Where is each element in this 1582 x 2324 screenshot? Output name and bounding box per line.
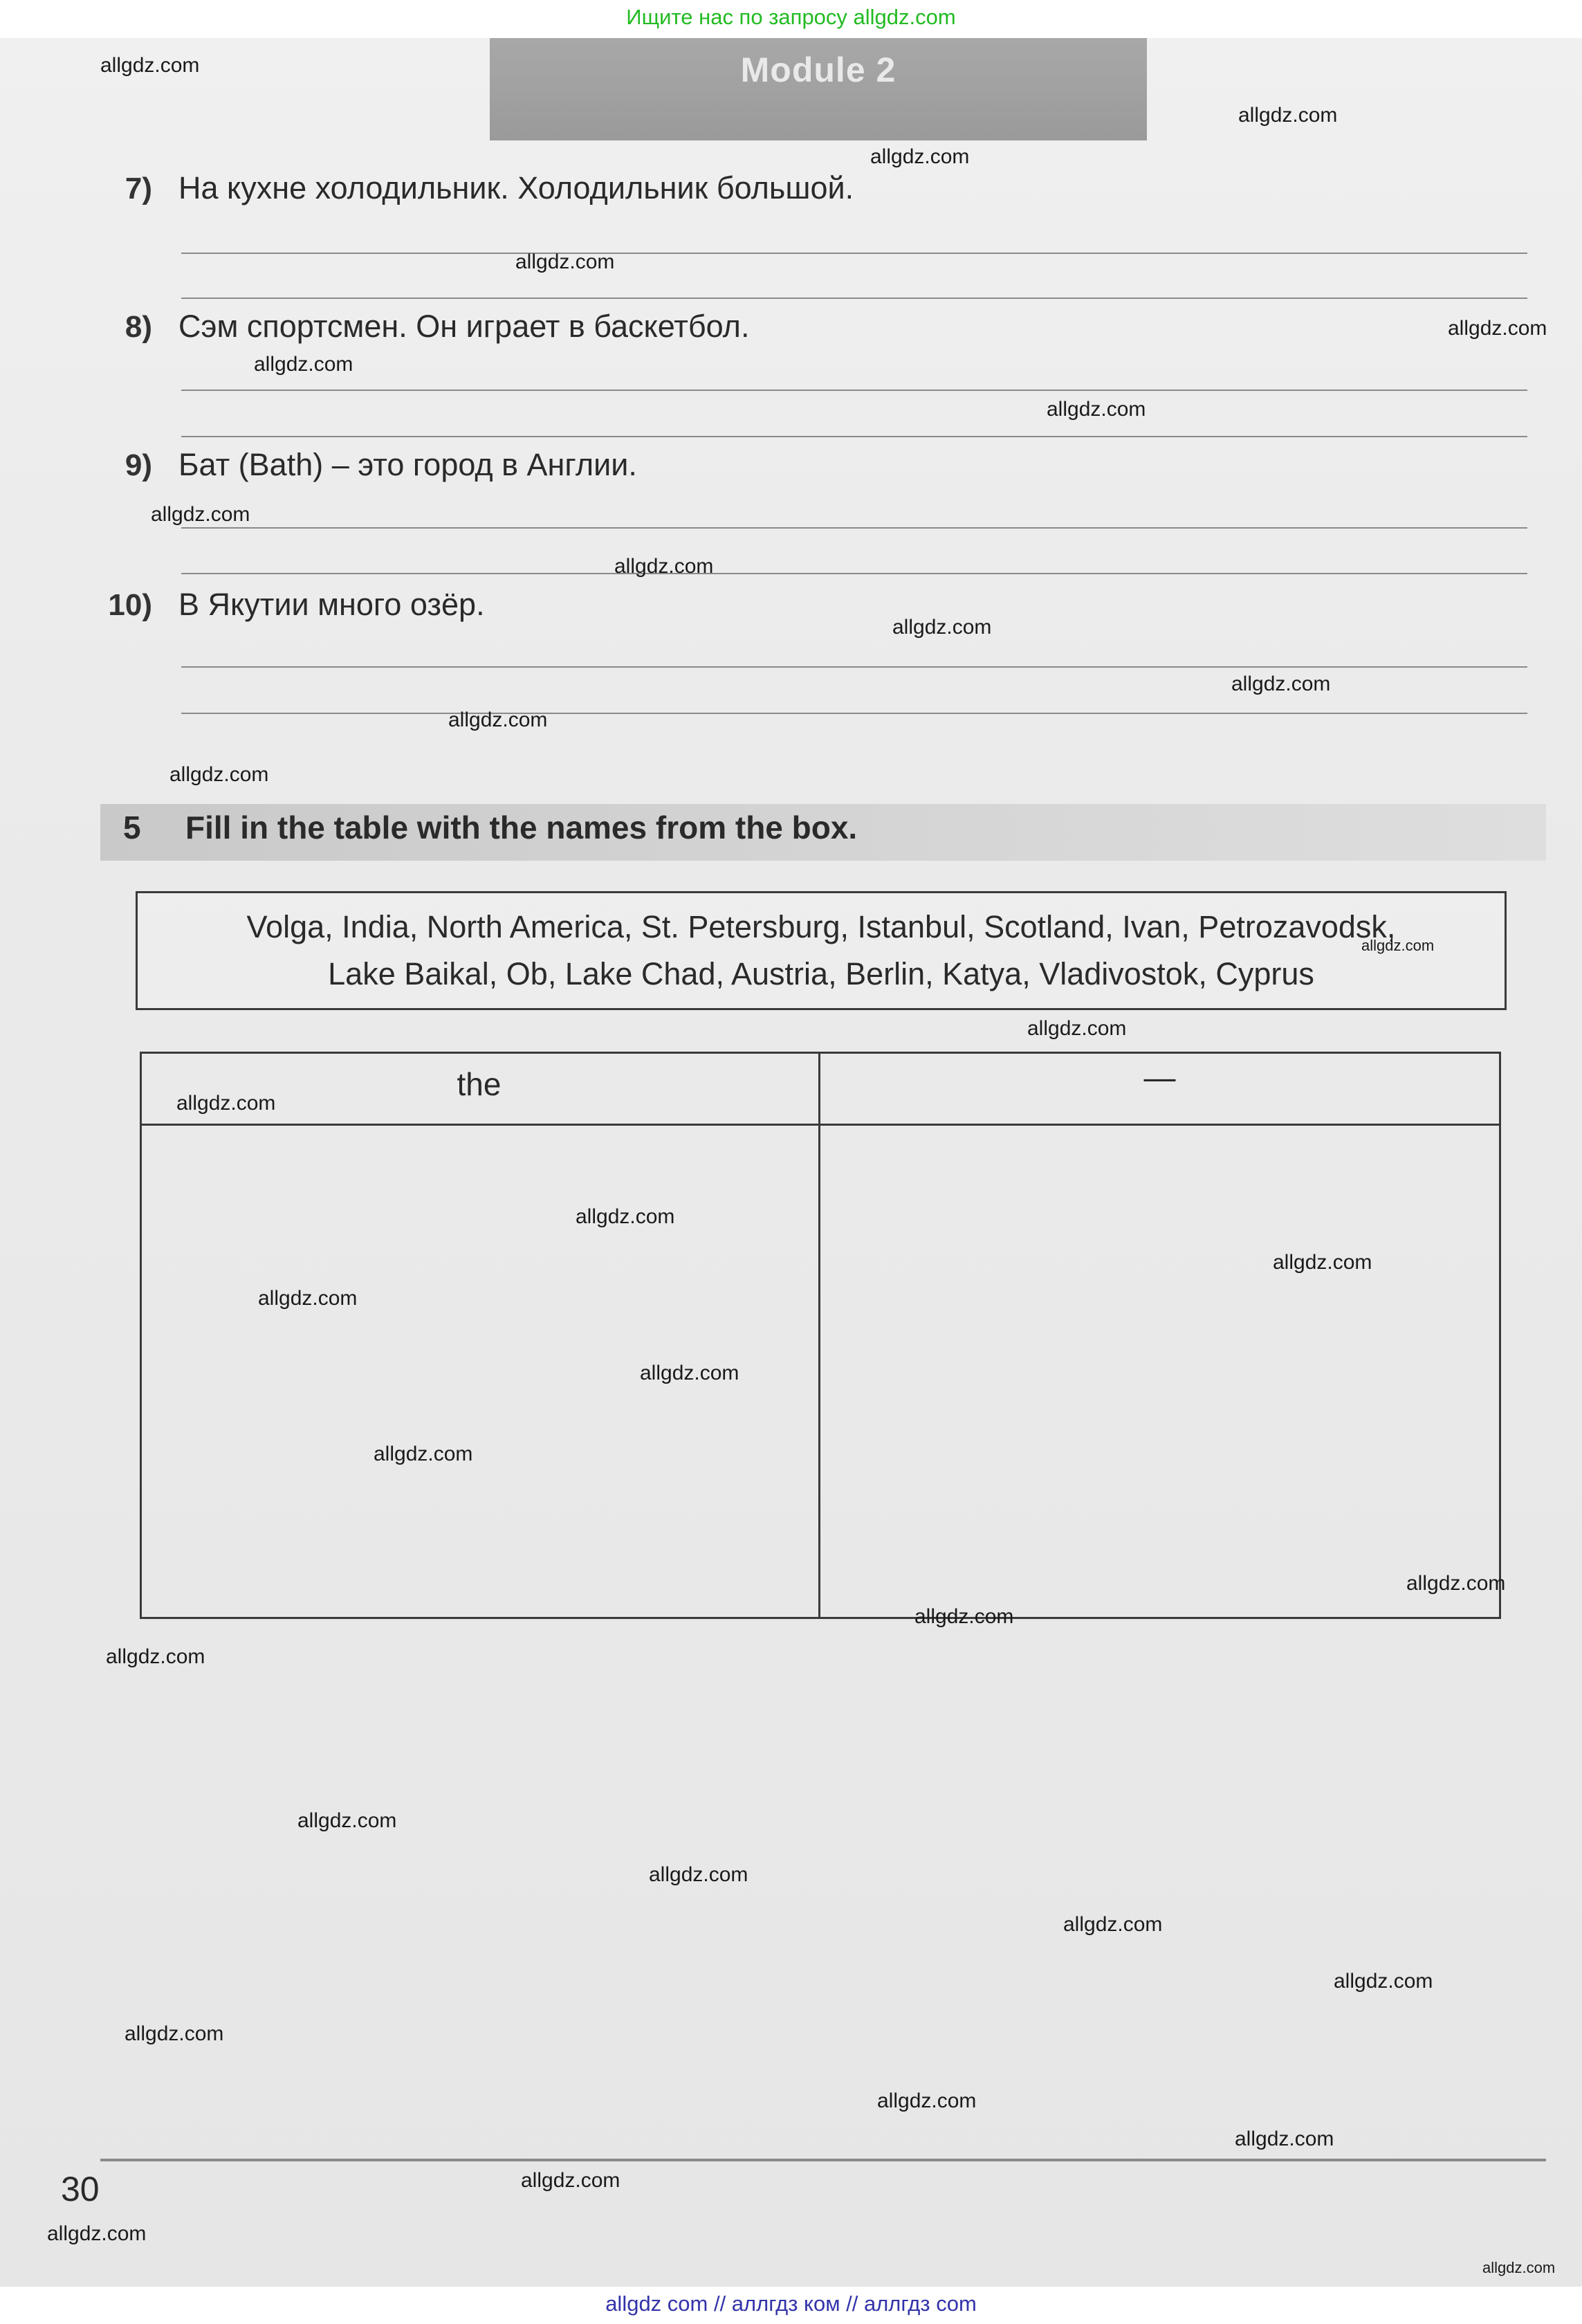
watermark: allgdz.com (576, 1205, 675, 1228)
exercise-9-answer-line-2[interactable] (181, 573, 1527, 574)
watermark: allgdz.com (169, 763, 269, 786)
watermark: allgdz.com (151, 503, 250, 526)
watermark: allgdz.com (614, 555, 714, 578)
exercise-8-text: Сэм спортсмен. Он играет в баскетбол. (178, 309, 750, 344)
exercise-7-answer-line-1[interactable] (181, 253, 1527, 254)
watermark: allgdz.com (1047, 398, 1146, 421)
table-column-divider (818, 1052, 820, 1619)
task-number: 5 (123, 809, 141, 845)
watermark: allgdz.com (1231, 673, 1331, 695)
watermark: allgdz.com (374, 1443, 473, 1465)
exercise-8-answer-line-2[interactable] (181, 436, 1527, 437)
watermark: allgdz.com (1406, 1572, 1506, 1595)
watermark: allgdz.com (892, 616, 992, 639)
watermark: allgdz.com (448, 708, 548, 731)
exercise-8-answer-line-1[interactable] (181, 390, 1527, 391)
exercise-7-text: На кухне холодильник. Холодильник большой. (178, 170, 854, 205)
watermark: allgdz.com (1482, 2259, 1556, 2276)
exercise-9-number: 9) (125, 448, 152, 482)
table-header-divider (140, 1124, 1501, 1126)
exercise-10-answer-line-1[interactable] (181, 666, 1527, 668)
exercise-7-answer-line-2[interactable] (181, 298, 1527, 299)
watermark: allgdz.com (47, 2222, 147, 2245)
watermark: allgdz.com (1448, 317, 1547, 340)
exercise-10-number: 10) (108, 588, 152, 622)
watermark: allgdz.com (1027, 1017, 1127, 1040)
watermark: allgdz.com (125, 2022, 224, 2045)
exercise-9-text: Бат (Bath) – это город в Англии. (178, 447, 637, 482)
table-header-no-article: — (1143, 1059, 1176, 1095)
table-header-the: the (457, 1066, 502, 1102)
watermark: allgdz.com (515, 250, 615, 273)
watermark: allgdz.com (254, 353, 353, 376)
watermark: allgdz.com (877, 2089, 977, 2112)
watermark: allgdz.com (1238, 104, 1338, 127)
watermark: allgdz.com (176, 1092, 276, 1115)
exercise-10-answer-line-2[interactable] (181, 713, 1527, 714)
word-box (136, 891, 1507, 1010)
watermark: allgdz.com (1273, 1251, 1372, 1274)
watermark: allgdz.com (640, 1362, 739, 1384)
watermark: allgdz.com (106, 1645, 205, 1668)
watermark: allgdz.com (1063, 1913, 1163, 1936)
watermark: allgdz.com (521, 2169, 620, 2192)
page-number: 30 (61, 2170, 100, 2208)
task-instruction: Fill in the table with the names from the box. (185, 809, 858, 845)
watermark: allgdz.com (1235, 2128, 1334, 2150)
watermark: allgdz.com (649, 1863, 748, 1886)
watermark: allgdz.com (297, 1809, 397, 1832)
word-box-line-2: Lake Baikal, Ob, Lake Chad, Austria, Berlin, Katya, Vladivostok, Cyprus (328, 956, 1314, 991)
table-cell-no-article[interactable] (821, 1126, 1499, 1616)
footer-rule (100, 2159, 1546, 2161)
exercise-8-number: 8) (125, 310, 152, 344)
watermark: allgdz.com (100, 54, 200, 77)
watermark: allgdz.com (1361, 937, 1435, 954)
top-banner[interactable]: Ищите нас по запросу allgdz.com (0, 0, 1582, 38)
bottom-banner[interactable]: allgdz com // аллгдз ком // аллгдз com (0, 2287, 1582, 2324)
watermark: allgdz.com (258, 1287, 358, 1310)
exercise-10-text: В Якутии много озёр. (178, 587, 485, 622)
exercise-9-answer-line-1[interactable] (181, 527, 1527, 529)
watermark: allgdz.com (914, 1605, 1014, 1628)
word-box-line-1: Volga, India, North America, St. Petersburg, Istanbul, Scotland, Ivan, Petrozavodsk, (246, 909, 1396, 944)
module-header: Module 2 (490, 38, 1147, 140)
watermark: allgdz.com (870, 145, 970, 168)
watermark: allgdz.com (1334, 1970, 1433, 1993)
exercise-7-number: 7) (125, 172, 152, 205)
